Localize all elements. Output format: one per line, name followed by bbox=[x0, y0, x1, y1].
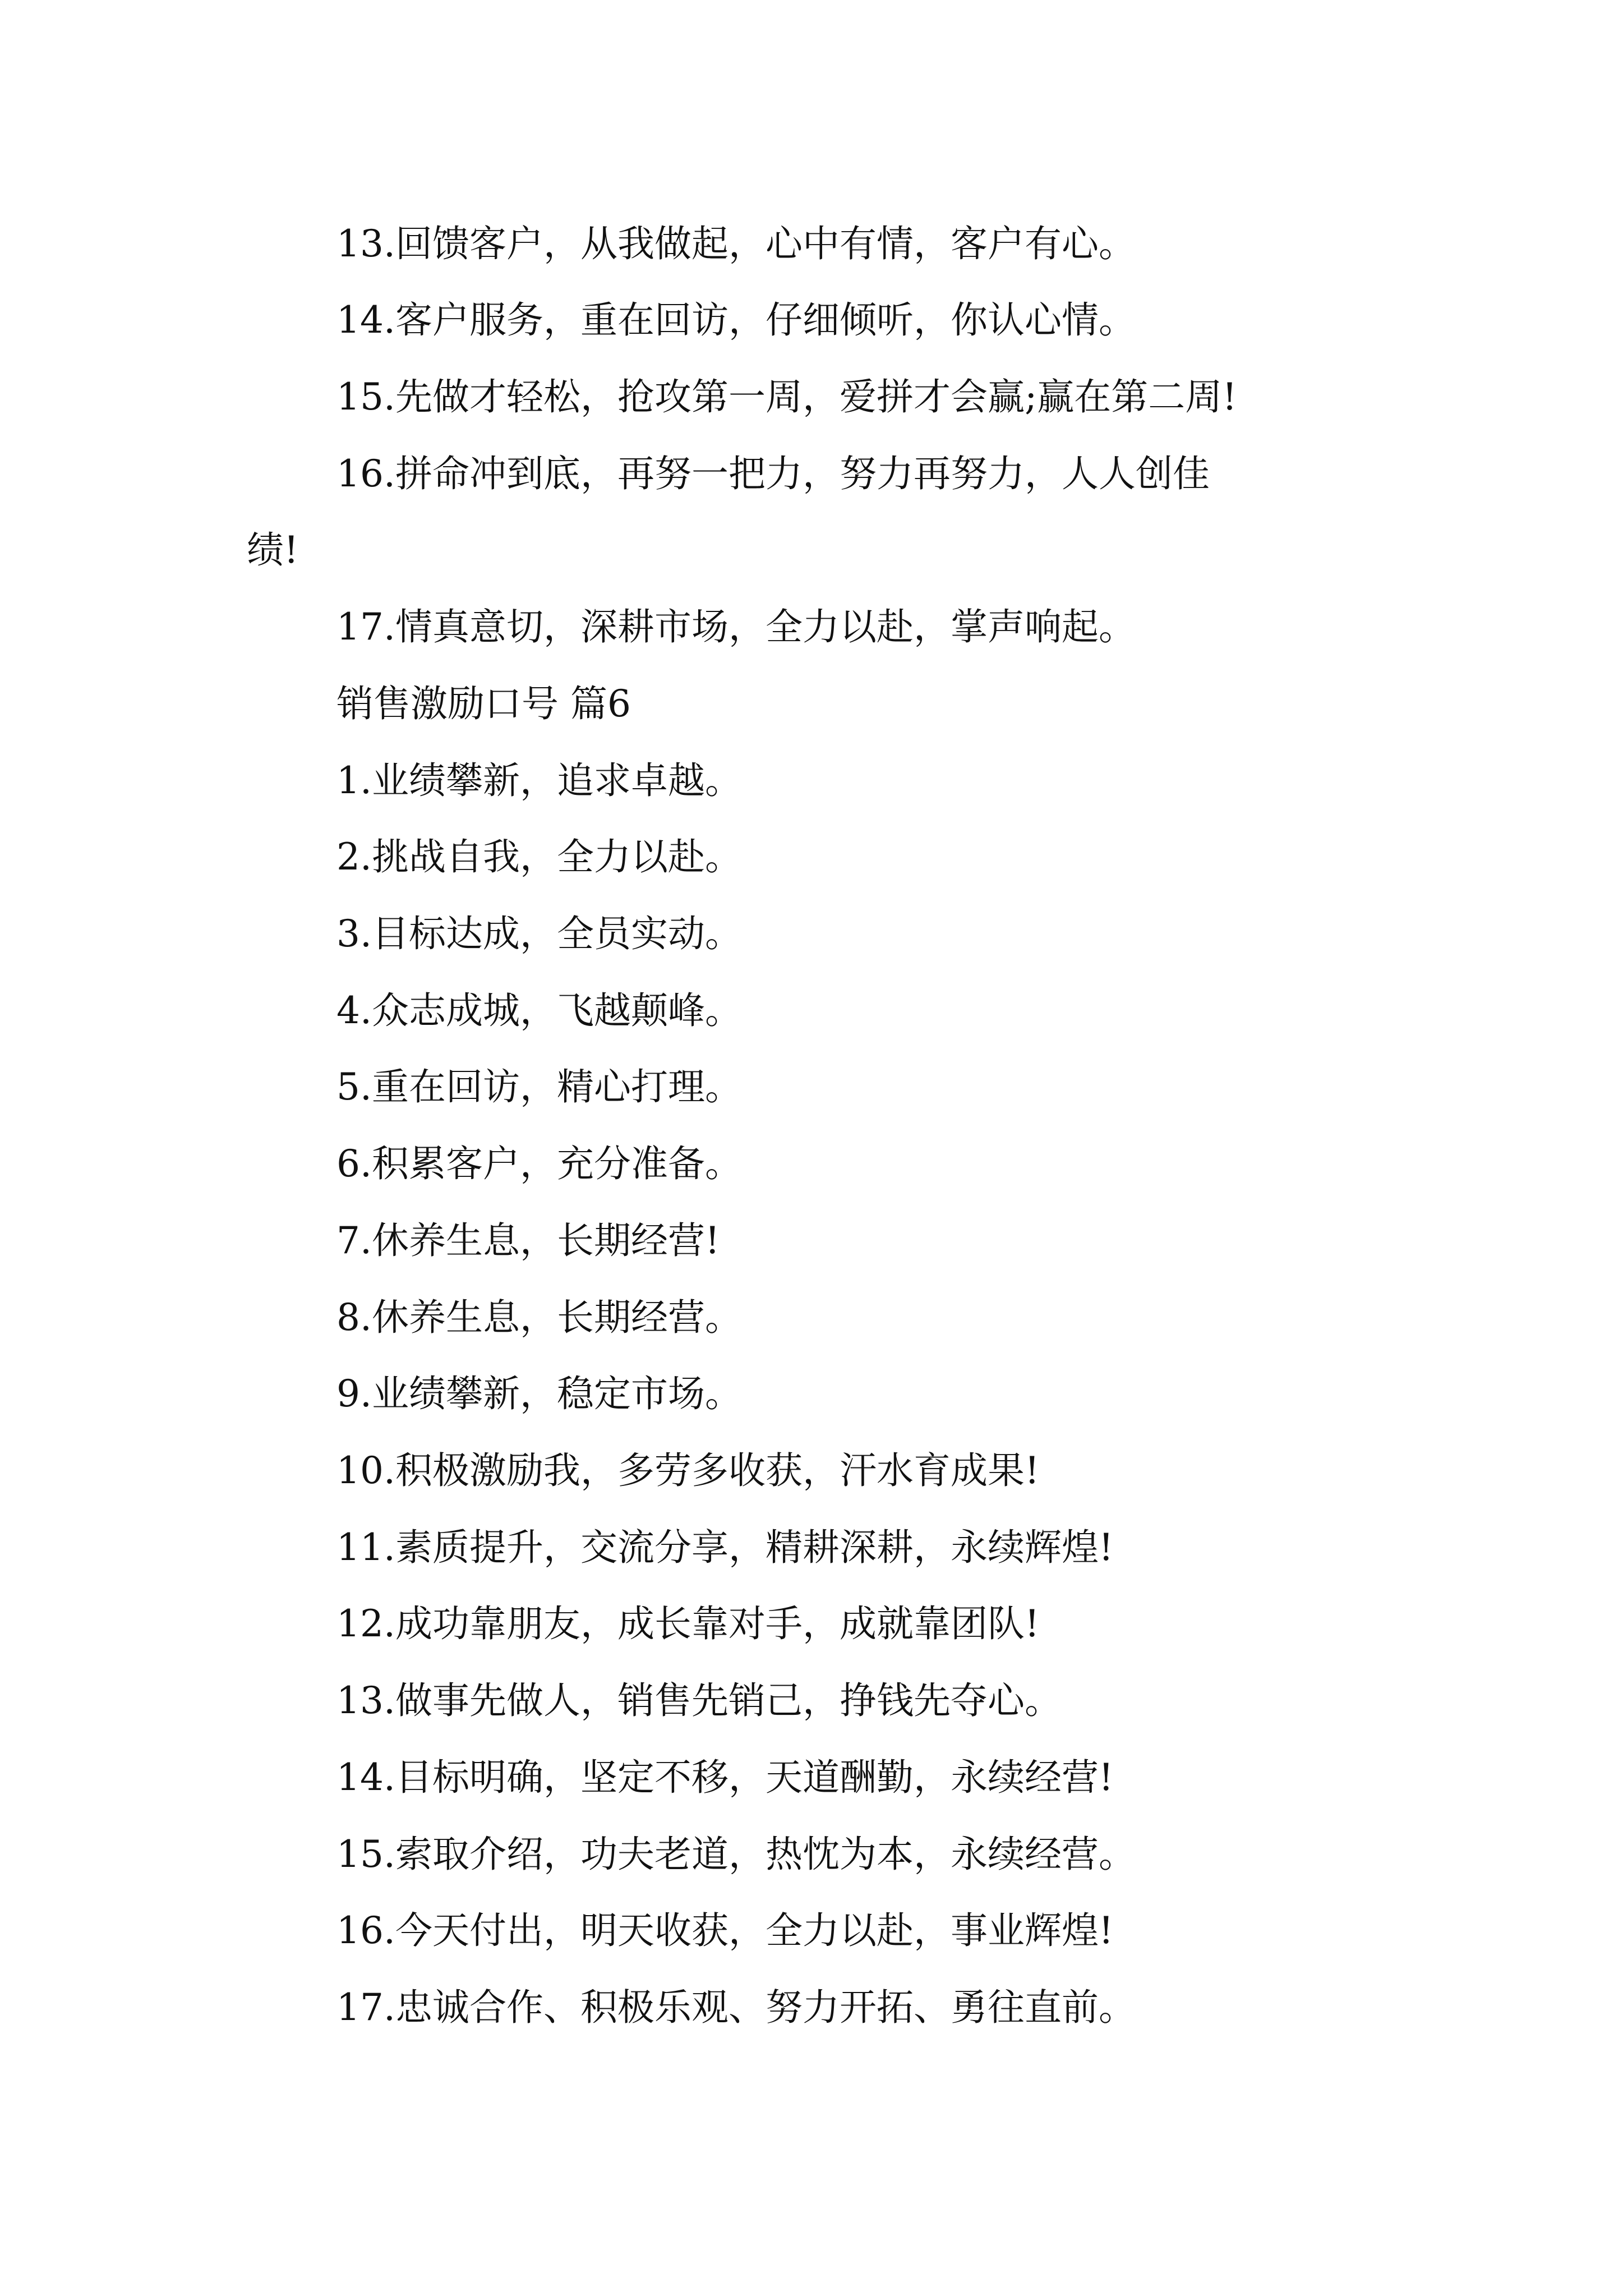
text-line: 16.今天付出，明天收获，全力以赴，事业辉煌! bbox=[336, 1909, 1114, 1952]
text-line: 10.积极激励我，多劳多收获，汗水育成果! bbox=[336, 1449, 1040, 1492]
text-line-continuation: 绩! bbox=[247, 528, 299, 572]
text-line: 2.挑战自我，全力以赴。 bbox=[336, 835, 742, 878]
text-line: 17.情真意切，深耕市场，全力以赴，掌声响起。 bbox=[336, 605, 1136, 648]
text-line: 12.成功靠朋友，成长靠对手，成就靠团队! bbox=[336, 1602, 1040, 1645]
text-line: 5.重在回访，精心打理。 bbox=[336, 1065, 742, 1108]
text-line: 15.先做才轻松，抢攻第一周，爱拼才会赢;赢在第二周! bbox=[336, 375, 1237, 418]
section-heading: 销售激励口号 篇6 bbox=[336, 682, 631, 725]
text-line: 14.目标明确，坚定不移，天道酬勤，永续经营! bbox=[336, 1756, 1114, 1799]
text-line: 13.回馈客户，从我做起，心中有情，客户有心。 bbox=[336, 222, 1136, 265]
text-line: 1.业绩攀新，追求卓越。 bbox=[336, 759, 742, 802]
text-line: 7.休养生息，长期经营! bbox=[336, 1219, 720, 1262]
text-line: 3.目标达成，全员实动。 bbox=[336, 912, 742, 955]
text-line: 15.索取介绍，功夫老道，热忱为本，永续经营。 bbox=[336, 1833, 1136, 1876]
text-line: 8.休养生息，长期经营。 bbox=[336, 1296, 742, 1339]
text-line: 6.积累客户，充分准备。 bbox=[336, 1142, 742, 1185]
text-line: 17.忠诚合作、积极乐观、努力开拓、勇往直前。 bbox=[336, 1986, 1136, 2029]
text-line: 13.做事先做人，销售先销己，挣钱先夺心。 bbox=[336, 1679, 1062, 1722]
text-line: 14.客户服务，重在回访，仔细倾听，你认心情。 bbox=[336, 298, 1136, 342]
text-line: 4.众志成城，飞越颠峰。 bbox=[336, 989, 742, 1032]
text-line: 9.业绩攀新，稳定市场。 bbox=[336, 1372, 742, 1415]
text-line: 11.素质提升，交流分享，精耕深耕，永续辉煌! bbox=[336, 1526, 1114, 1569]
text-line: 16.拼命冲到底，再努一把力，努力再努力，人人创佳 bbox=[336, 452, 1210, 495]
